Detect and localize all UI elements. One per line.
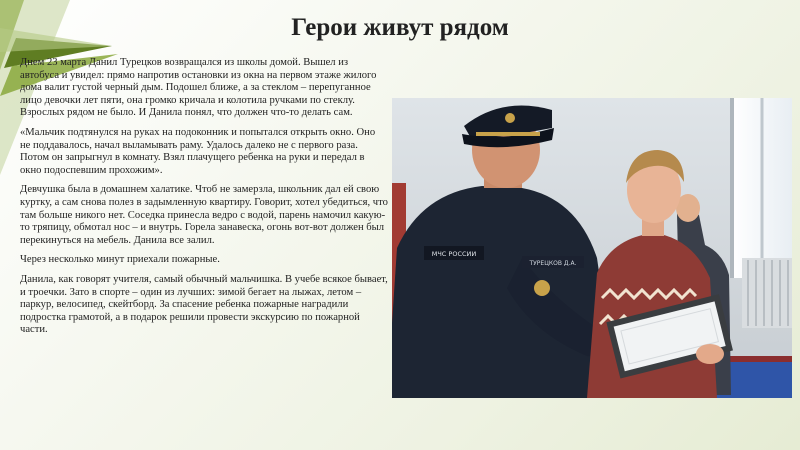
paragraph-2: «Мальчик подтянулся на руках на подоконник и попытался открыть окно. Оно не поддавалось, начал выламывать раму. Удалось далеко не с первого раза. Потом он запрыгнул в комнату. Взял плачущего ребенка на руки и передал в окно подоспевшим прохожим». [20,126,376,176]
paragraph-5: Данила, как говорят учителя, самый обычный мальчишка. В учебе всякое бывает, и троечки. Зато в спорте – один из лучших: зимой бегает на лыжах, летом – паркур, велосипед, скейтборд. За спасение ребенка пожарные наградили подростка грамотой, а в подарок решили провести экскурсию по пожарной части. [20,273,388,336]
paragraph-3: Девчушка была в домашнем халатике. Чтоб не замерзла, школьник дал ей свою куртку, а сам снова полез в задымленную квартиру. Говорит, хотел убедиться, что там больше никого нет. Соседка принесла ведро с водой, парень намочил какую-то тряпицу, обмотал нос – и внутрь. Горела занавеска, огонь вот-вот должен был перекинуться на мебель. Данила все залил. [20,184,388,246]
paragraph-4: Через несколько минут приехали пожарные. [20,254,220,266]
emblem-icon [534,280,550,296]
award-illustration [392,98,792,398]
paragraph-1: Днем 23 марта Данил Турецков возвращался из школы домой. Вышел из автобуса и увидел: прямо напротив остановки из окна на первом этаже жилого дома валит густой черный дым. Подошел ближе, а за стеклом – перепуганное лицо девочки лет пяти, она громко кричала и колотила ручками по стеклу. Взрослых рядом не было. И Данила понял, что должен что-то делать сам. [20,57,377,119]
story-text [20,57,388,344]
award-photo [392,98,792,398]
shoulder-patch-text: МЧС РОССИИ [431,250,477,258]
slide-title: Герои живут рядом [291,14,509,41]
name-badge-text: ТУРЕЦКОВ Д.А. [529,260,577,267]
